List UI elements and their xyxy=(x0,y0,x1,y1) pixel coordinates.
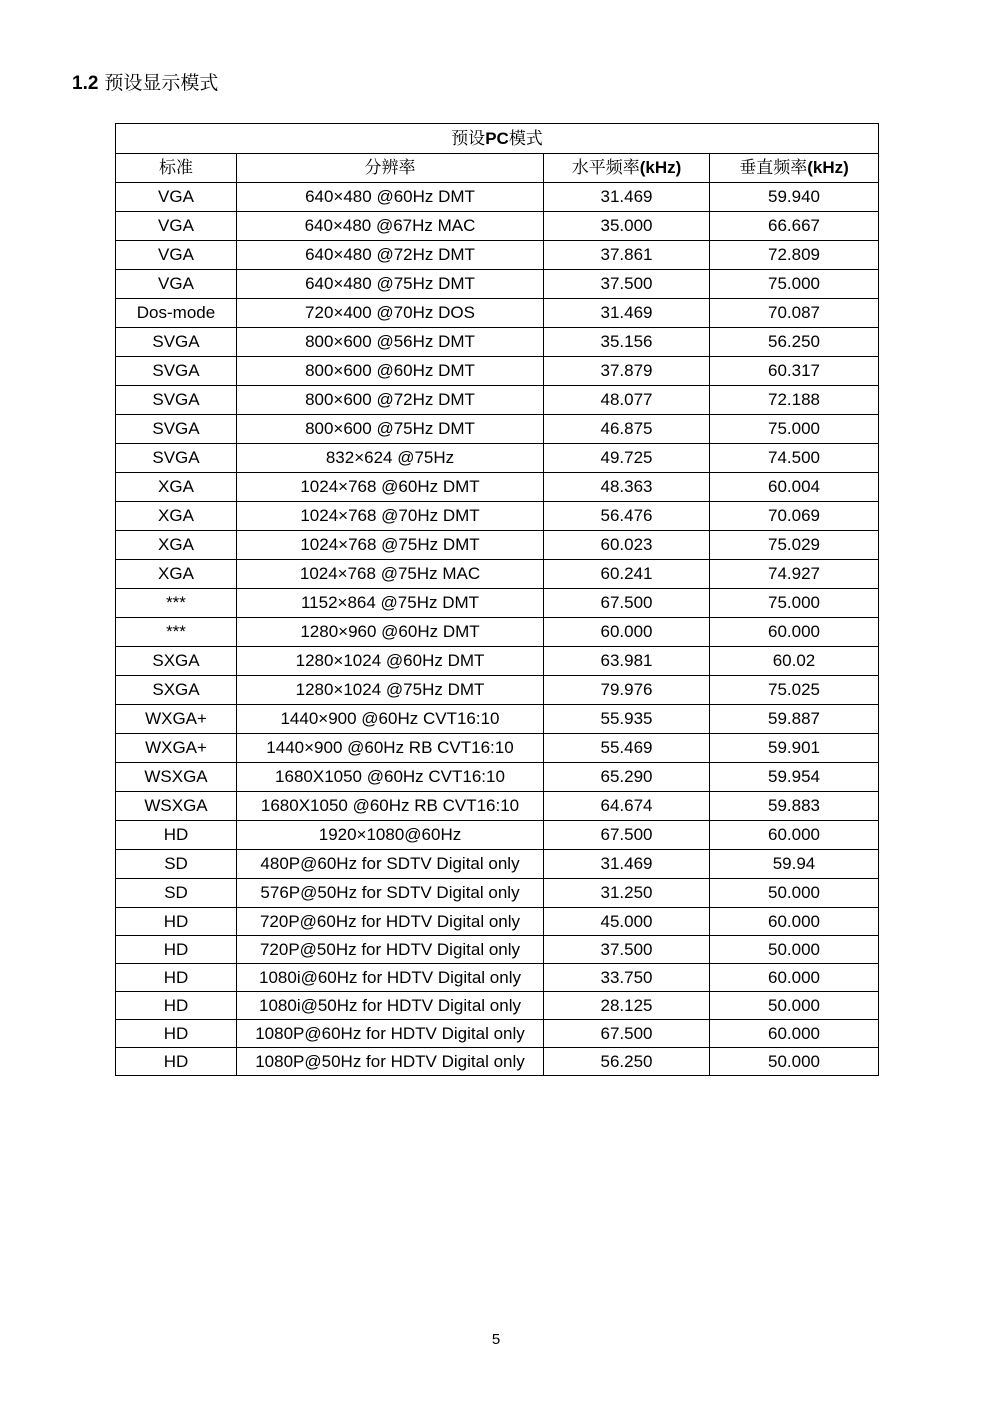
cell-standard: XGA xyxy=(116,560,237,589)
cell-horizontal-frequency: 35.000 xyxy=(544,212,710,241)
table-row xyxy=(116,183,879,212)
cell-resolution: 1080i@60Hz for HDTV Digital only xyxy=(237,964,544,992)
table-row xyxy=(116,734,879,763)
table-row xyxy=(116,473,879,502)
cell-resolution: 800×600 @75Hz DMT xyxy=(237,415,544,444)
cell-horizontal-frequency: 67.500 xyxy=(544,821,710,850)
table-row xyxy=(116,531,879,560)
cell-resolution: 1024×768 @70Hz DMT xyxy=(237,502,544,531)
table-row xyxy=(116,270,879,299)
header-vertical-frequency: 垂直频率(kHz) xyxy=(710,154,879,183)
cell-resolution: 800×600 @60Hz DMT xyxy=(237,357,544,386)
cell-horizontal-frequency: 56.476 xyxy=(544,502,710,531)
cell-standard: XGA xyxy=(116,473,237,502)
cell-resolution: 1280×1024 @75Hz DMT xyxy=(237,676,544,705)
cell-vertical-frequency: 74.927 xyxy=(710,560,879,589)
section-number: 1.2 xyxy=(72,73,99,94)
cell-horizontal-frequency: 31.469 xyxy=(544,850,710,879)
cell-vertical-frequency: 60.004 xyxy=(710,473,879,502)
cell-resolution: 1680X1050 @60Hz CVT16:10 xyxy=(237,763,544,792)
cell-resolution: 1440×900 @60Hz CVT16:10 xyxy=(237,705,544,734)
cell-standard: WXGA+ xyxy=(116,705,237,734)
cell-resolution: 1280×1024 @60Hz DMT xyxy=(237,647,544,676)
table-row xyxy=(116,386,879,415)
cell-resolution: 480P@60Hz for SDTV Digital only xyxy=(237,850,544,879)
cell-horizontal-frequency: 28.125 xyxy=(544,992,710,1020)
cell-resolution: 1152×864 @75Hz DMT xyxy=(237,589,544,618)
cell-vertical-frequency: 60.000 xyxy=(710,618,879,647)
cell-horizontal-frequency: 79.976 xyxy=(544,676,710,705)
cell-standard: HD xyxy=(116,992,237,1020)
cell-standard: *** xyxy=(116,589,237,618)
cell-vertical-frequency: 50.000 xyxy=(710,992,879,1020)
table-row xyxy=(116,879,879,908)
section-title: 预设显示模式 xyxy=(104,73,219,94)
cell-resolution: 640×480 @72Hz DMT xyxy=(237,241,544,270)
header-resolution: 分辨率 xyxy=(237,154,544,183)
table-row xyxy=(116,647,879,676)
cell-standard: *** xyxy=(116,618,237,647)
cell-horizontal-frequency: 49.725 xyxy=(544,444,710,473)
cell-resolution: 800×600 @72Hz DMT xyxy=(237,386,544,415)
cell-standard: HD xyxy=(116,1048,237,1076)
table-row xyxy=(116,502,879,531)
cell-standard: XGA xyxy=(116,531,237,560)
cell-horizontal-frequency: 60.000 xyxy=(544,618,710,647)
cell-standard: XGA xyxy=(116,502,237,531)
cell-horizontal-frequency: 31.469 xyxy=(544,299,710,328)
cell-vertical-frequency: 72.809 xyxy=(710,241,879,270)
table-header-row xyxy=(116,154,879,183)
cell-vertical-frequency: 60.000 xyxy=(710,908,879,936)
cell-standard: WXGA+ xyxy=(116,734,237,763)
cell-horizontal-frequency: 55.469 xyxy=(544,734,710,763)
cell-horizontal-frequency: 56.250 xyxy=(544,1048,710,1076)
cell-standard: VGA xyxy=(116,241,237,270)
cell-standard: SXGA xyxy=(116,647,237,676)
cell-standard: SXGA xyxy=(116,676,237,705)
cell-standard: SVGA xyxy=(116,328,237,357)
table-row xyxy=(116,850,879,879)
cell-vertical-frequency: 75.000 xyxy=(710,589,879,618)
cell-vertical-frequency: 56.250 xyxy=(710,328,879,357)
cell-horizontal-frequency: 65.290 xyxy=(544,763,710,792)
cell-standard: SD xyxy=(116,879,237,908)
cell-vertical-frequency: 60.000 xyxy=(710,821,879,850)
table-row xyxy=(116,357,879,386)
cell-vertical-frequency: 59.940 xyxy=(710,183,879,212)
cell-horizontal-frequency: 35.156 xyxy=(544,328,710,357)
cell-vertical-frequency: 59.901 xyxy=(710,734,879,763)
cell-vertical-frequency: 59.94 xyxy=(710,850,879,879)
cell-horizontal-frequency: 37.500 xyxy=(544,936,710,964)
cell-resolution: 640×480 @60Hz DMT xyxy=(237,183,544,212)
table-row xyxy=(116,936,879,964)
cell-vertical-frequency: 72.188 xyxy=(710,386,879,415)
cell-resolution: 1920×1080@60Hz xyxy=(237,821,544,850)
cell-resolution: 1440×900 @60Hz RB CVT16:10 xyxy=(237,734,544,763)
cell-standard: WSXGA xyxy=(116,792,237,821)
table-row xyxy=(116,560,879,589)
table-row xyxy=(116,676,879,705)
cell-vertical-frequency: 50.000 xyxy=(710,879,879,908)
cell-horizontal-frequency: 48.363 xyxy=(544,473,710,502)
cell-vertical-frequency: 50.000 xyxy=(710,936,879,964)
table-row xyxy=(116,415,879,444)
cell-vertical-frequency: 66.667 xyxy=(710,212,879,241)
cell-standard: HD xyxy=(116,964,237,992)
cell-vertical-frequency: 59.887 xyxy=(710,705,879,734)
preset-display-modes-table xyxy=(115,123,879,1076)
table-row xyxy=(116,1048,879,1076)
table-caption-row xyxy=(116,124,879,154)
table-row xyxy=(116,299,879,328)
table-row xyxy=(116,792,879,821)
table-row xyxy=(116,763,879,792)
table-row xyxy=(116,1020,879,1048)
cell-vertical-frequency: 60.02 xyxy=(710,647,879,676)
cell-standard: SD xyxy=(116,850,237,879)
cell-vertical-frequency: 74.500 xyxy=(710,444,879,473)
cell-standard: HD xyxy=(116,1020,237,1048)
cell-horizontal-frequency: 67.500 xyxy=(544,1020,710,1048)
cell-vertical-frequency: 70.069 xyxy=(710,502,879,531)
cell-resolution: 800×600 @56Hz DMT xyxy=(237,328,544,357)
cell-vertical-frequency: 75.000 xyxy=(710,415,879,444)
cell-horizontal-frequency: 31.250 xyxy=(544,879,710,908)
cell-standard: WSXGA xyxy=(116,763,237,792)
cell-vertical-frequency: 75.000 xyxy=(710,270,879,299)
cell-horizontal-frequency: 60.241 xyxy=(544,560,710,589)
cell-standard: HD xyxy=(116,936,237,964)
cell-resolution: 1080P@60Hz for HDTV Digital only xyxy=(237,1020,544,1048)
table-caption: 预设PC模式 xyxy=(116,124,879,154)
table-row xyxy=(116,992,879,1020)
cell-standard: HD xyxy=(116,821,237,850)
cell-vertical-frequency: 60.000 xyxy=(710,1020,879,1048)
cell-resolution: 640×480 @75Hz DMT xyxy=(237,270,544,299)
cell-resolution: 1024×768 @60Hz DMT xyxy=(237,473,544,502)
cell-resolution: 1080i@50Hz for HDTV Digital only xyxy=(237,992,544,1020)
cell-horizontal-frequency: 64.674 xyxy=(544,792,710,821)
cell-resolution: 832×624 @75Hz xyxy=(237,444,544,473)
cell-standard: VGA xyxy=(116,212,237,241)
table-row xyxy=(116,589,879,618)
cell-vertical-frequency: 59.883 xyxy=(710,792,879,821)
header-horizontal-frequency: 水平频率(kHz) xyxy=(544,154,710,183)
table-row xyxy=(116,964,879,992)
table-row xyxy=(116,705,879,734)
cell-resolution: 1024×768 @75Hz DMT xyxy=(237,531,544,560)
cell-resolution: 576P@50Hz for SDTV Digital only xyxy=(237,879,544,908)
table-row xyxy=(116,241,879,270)
cell-standard: VGA xyxy=(116,270,237,299)
cell-resolution: 1280×960 @60Hz DMT xyxy=(237,618,544,647)
cell-horizontal-frequency: 60.023 xyxy=(544,531,710,560)
cell-horizontal-frequency: 37.861 xyxy=(544,241,710,270)
header-standard: 标准 xyxy=(116,154,237,183)
table-row xyxy=(116,908,879,936)
cell-vertical-frequency: 50.000 xyxy=(710,1048,879,1076)
cell-standard: VGA xyxy=(116,183,237,212)
cell-resolution: 720×400 @70Hz DOS xyxy=(237,299,544,328)
cell-vertical-frequency: 70.087 xyxy=(710,299,879,328)
cell-vertical-frequency: 59.954 xyxy=(710,763,879,792)
page-number: 5 xyxy=(491,1331,501,1348)
cell-standard: SVGA xyxy=(116,386,237,415)
cell-horizontal-frequency: 37.500 xyxy=(544,270,710,299)
table-row xyxy=(116,618,879,647)
cell-resolution: 1080P@50Hz for HDTV Digital only xyxy=(237,1048,544,1076)
section-heading xyxy=(72,72,218,96)
cell-horizontal-frequency: 55.935 xyxy=(544,705,710,734)
table-row xyxy=(116,212,879,241)
cell-standard: HD xyxy=(116,908,237,936)
cell-horizontal-frequency: 33.750 xyxy=(544,964,710,992)
cell-horizontal-frequency: 31.469 xyxy=(544,183,710,212)
cell-horizontal-frequency: 37.879 xyxy=(544,357,710,386)
cell-vertical-frequency: 75.025 xyxy=(710,676,879,705)
cell-resolution: 720P@50Hz for HDTV Digital only xyxy=(237,936,544,964)
cell-standard: Dos-mode xyxy=(116,299,237,328)
cell-resolution: 640×480 @67Hz MAC xyxy=(237,212,544,241)
cell-horizontal-frequency: 63.981 xyxy=(544,647,710,676)
table-row xyxy=(116,821,879,850)
cell-resolution: 1680X1050 @60Hz RB CVT16:10 xyxy=(237,792,544,821)
cell-vertical-frequency: 60.317 xyxy=(710,357,879,386)
cell-resolution: 1024×768 @75Hz MAC xyxy=(237,560,544,589)
cell-vertical-frequency: 75.029 xyxy=(710,531,879,560)
cell-resolution: 720P@60Hz for HDTV Digital only xyxy=(237,908,544,936)
cell-horizontal-frequency: 45.000 xyxy=(544,908,710,936)
cell-horizontal-frequency: 46.875 xyxy=(544,415,710,444)
cell-horizontal-frequency: 48.077 xyxy=(544,386,710,415)
table-row xyxy=(116,328,879,357)
table-row xyxy=(116,444,879,473)
cell-standard: SVGA xyxy=(116,415,237,444)
cell-standard: SVGA xyxy=(116,444,237,473)
cell-horizontal-frequency: 67.500 xyxy=(544,589,710,618)
cell-vertical-frequency: 60.000 xyxy=(710,964,879,992)
cell-standard: SVGA xyxy=(116,357,237,386)
